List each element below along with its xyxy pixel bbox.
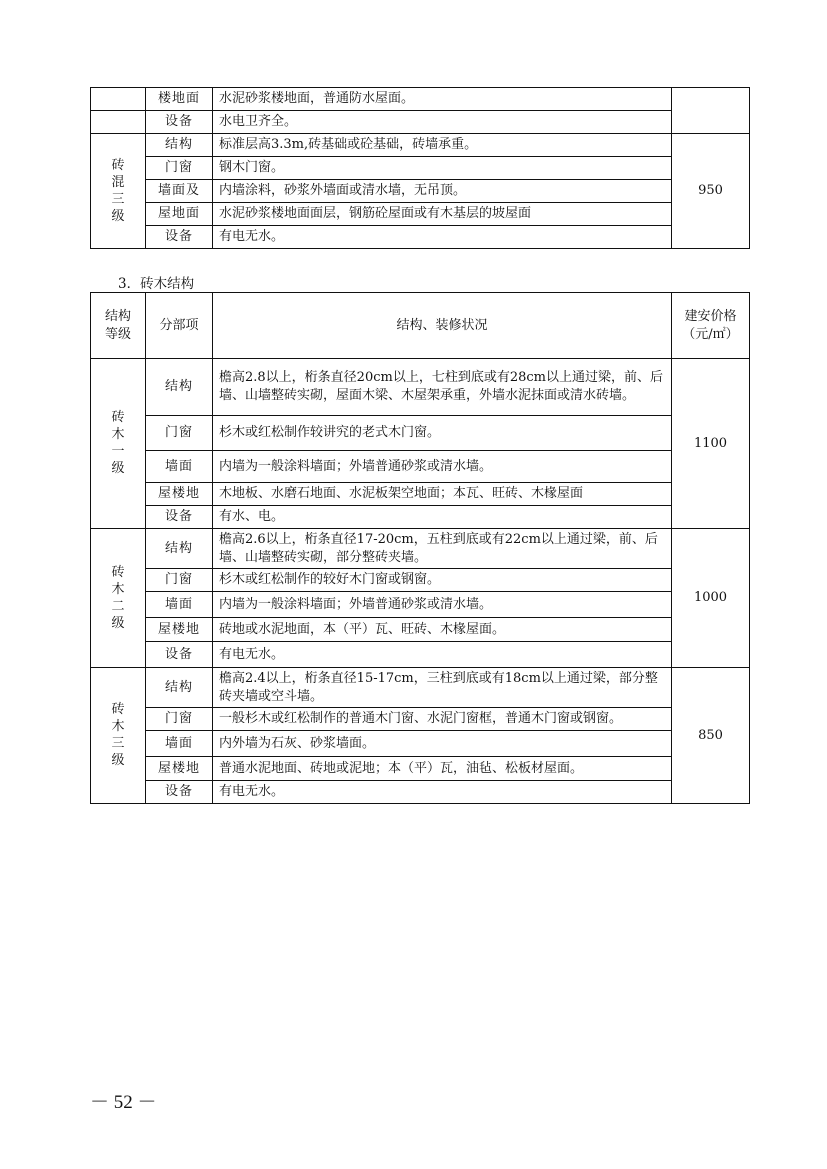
item-cell: 设备 — [146, 642, 213, 668]
description-cell: 砖地或水泥地面，本（平）瓦、旺砖、木椽屋面。 — [213, 618, 672, 642]
table-row — [91, 781, 750, 804]
table-row — [91, 451, 750, 483]
item-cell: 设备 — [146, 111, 213, 134]
description-cell: 水泥砂浆楼地面，普通防水屋面。 — [213, 88, 672, 111]
item-cell: 设备 — [146, 226, 213, 249]
header-price: 建安价格（元/㎡） — [672, 293, 750, 359]
item-cell: 结构 — [146, 668, 213, 708]
grade-label: 砖混三级 — [111, 157, 125, 224]
table-row — [91, 731, 750, 757]
grade-cell — [91, 359, 146, 529]
table-row — [91, 203, 750, 226]
description-cell: 标准层高3.3m,砖基础或砼基础，砖墙承重。 — [213, 134, 672, 157]
page-number: － 52 － — [90, 1092, 157, 1113]
table-row — [91, 157, 750, 180]
item-cell: 屋地面 — [146, 203, 213, 226]
item-cell: 门窗 — [146, 416, 213, 451]
grade-cell — [91, 529, 146, 668]
item-cell: 设备 — [146, 506, 213, 529]
table-row — [91, 618, 750, 642]
item-cell: 门窗 — [146, 569, 213, 592]
price-cell: 950 — [672, 134, 750, 249]
table-row — [91, 757, 750, 781]
price-cell-empty — [672, 88, 750, 134]
item-cell: 墙面 — [146, 731, 213, 757]
table-row — [91, 569, 750, 592]
table-row — [91, 529, 750, 569]
description-cell: 有电无水。 — [213, 781, 672, 804]
table-row — [91, 134, 750, 157]
item-cell: 结构 — [146, 359, 213, 416]
grade-label: 砖木二级 — [111, 564, 125, 631]
table-row — [91, 708, 750, 731]
description-cell: 水泥砂浆楼地面面层，钢筋砼屋面或有木基层的坡屋面 — [213, 203, 672, 226]
section-title: 3．砖木结构 — [118, 276, 195, 292]
description-cell: 杉木或红松制作的较好木门窗或钢窗。 — [213, 569, 672, 592]
description-cell: 檐高2.4以上，桁条直径15-17cm，三柱到底或有18cm以上通过梁，部分整砖夹墙或空斗墙。 — [213, 668, 672, 708]
description-cell: 水电卫齐全。 — [213, 111, 672, 134]
table-row — [91, 668, 750, 708]
description-cell: 内墙为一般涂料墙面；外墙普通砂浆或清水墙。 — [213, 592, 672, 618]
item-cell: 设备 — [146, 781, 213, 804]
description-cell: 普通水泥地面、砖地或泥地；本（平）瓦，油毡、松板材屋面。 — [213, 757, 672, 781]
price-cell: 1100 — [672, 359, 750, 529]
grade-label: 砖木一级 — [111, 410, 125, 476]
header-description: 结构、装修状况 — [213, 293, 672, 359]
table-row — [91, 592, 750, 618]
grade-cell — [91, 134, 146, 249]
price-cell: 1000 — [672, 529, 750, 668]
table-header-row — [91, 293, 750, 359]
description-cell: 钢木门窗。 — [213, 157, 672, 180]
header-grade: 结构等级 — [91, 293, 146, 359]
grade-cell — [91, 668, 146, 804]
table-row — [91, 506, 750, 529]
header-item: 分部项 — [146, 293, 213, 359]
description-cell: 内外墙为石灰、砂浆墙面。 — [213, 731, 672, 757]
table-row — [91, 359, 750, 416]
table-row — [91, 483, 750, 506]
grade-label: 砖木三级 — [111, 702, 125, 768]
item-cell: 门窗 — [146, 708, 213, 731]
description-cell: 内墙为一般涂料墙面；外墙普通砂浆或清水墙。 — [213, 451, 672, 483]
description-cell: 檐高2.6以上，桁条直径17-20cm，五柱到底或有22cm以上通过梁，前、后墙、山墙整砖实砌，部分整砖夹墙。 — [213, 529, 672, 569]
description-cell: 一般杉木或红松制作的普通木门窗、水泥门窗框，普通木门窗或钢窗。 — [213, 708, 672, 731]
description-cell: 有电无水。 — [213, 642, 672, 668]
description-cell: 有电无水。 — [213, 226, 672, 249]
item-cell: 墙面 — [146, 592, 213, 618]
item-cell: 屋楼地 — [146, 618, 213, 642]
item-cell: 门窗 — [146, 157, 213, 180]
building-cost-table-continued — [90, 87, 750, 249]
item-cell: 屋楼地 — [146, 757, 213, 781]
table-row — [91, 416, 750, 451]
description-cell: 内墙涂料，砂浆外墙面或清水墙，无吊顶。 — [213, 180, 672, 203]
description-cell: 杉木或红松制作较讲究的老式木门窗。 — [213, 416, 672, 451]
grade-cell-empty — [91, 111, 146, 134]
table-row — [91, 642, 750, 668]
brick-wood-structure-table — [90, 292, 750, 804]
price-cell: 850 — [672, 668, 750, 804]
table-row — [91, 88, 750, 111]
description-cell: 木地板、水磨石地面、水泥板架空地面；本瓦、旺砖、木椽屋面 — [213, 483, 672, 506]
description-cell: 檐高2.8以上，桁条直径20cm以上，七柱到底或有28cm以上通过梁，前、后墙、山墙整砖实砌，屋面木梁、木屋架承重，外墙水泥抹面或清水砖墙。 — [213, 359, 672, 416]
grade-cell-empty — [91, 88, 146, 111]
table-row — [91, 111, 750, 134]
item-cell: 墙面及 — [146, 180, 213, 203]
item-cell: 屋楼地 — [146, 483, 213, 506]
item-cell: 结构 — [146, 529, 213, 569]
table-row — [91, 226, 750, 249]
item-cell: 墙面 — [146, 451, 213, 483]
table-row — [91, 180, 750, 203]
item-cell: 楼地面 — [146, 88, 213, 111]
item-cell: 结构 — [146, 134, 213, 157]
description-cell: 有水、电。 — [213, 506, 672, 529]
